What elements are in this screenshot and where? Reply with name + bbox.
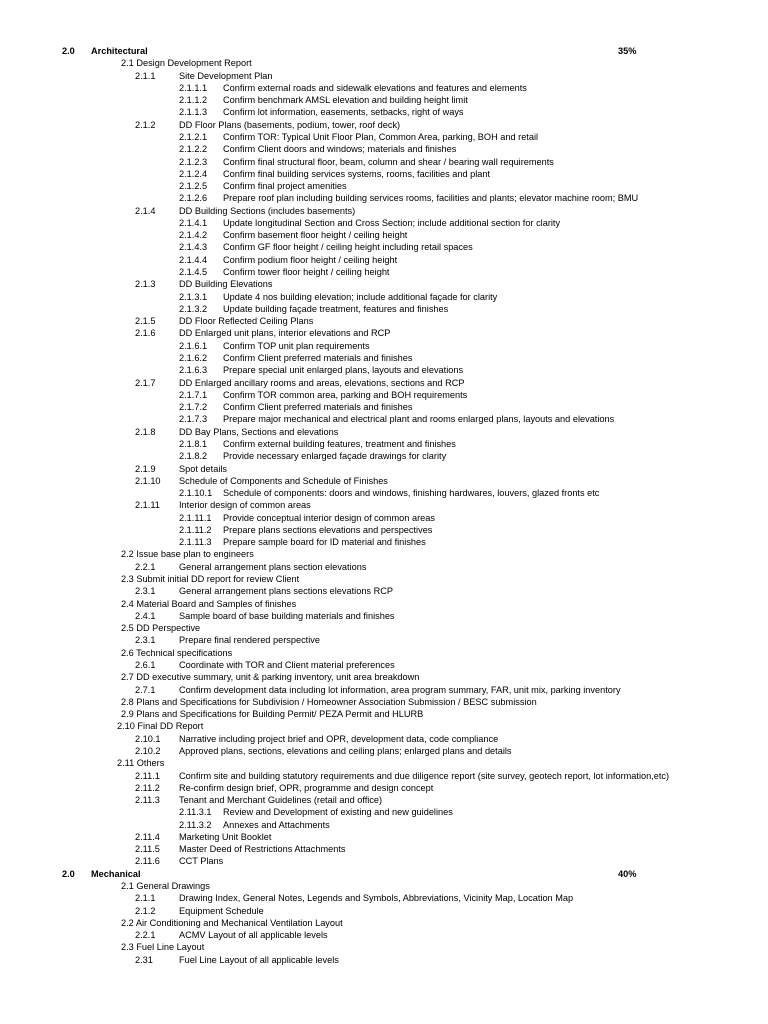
outline-row — [0, 377, 768, 389]
outline-row — [0, 475, 768, 487]
item-text: Sample board of base building materials and finishes — [179, 610, 395, 621]
outline-row — [0, 733, 768, 745]
item-text: 2.1 Design Development Report — [121, 58, 252, 69]
item-text: Annexes and Attachments — [223, 819, 330, 830]
item-text: Confirm Client preferred materials and finishes — [223, 402, 413, 413]
item-number: 2.1.2.2 — [179, 144, 208, 155]
item-text: Confirm external building features, treatment and finishes — [223, 438, 456, 449]
item-text: DD Floor Reflected Ceiling Plans — [179, 316, 314, 327]
item-text: Confirm benchmark AMSL elevation and building height limit — [223, 95, 468, 106]
item-number: 2.1.1 — [135, 893, 156, 904]
item-number: 2.3.1 — [135, 586, 156, 597]
item-number: 2.11.3.2 — [179, 819, 212, 830]
outline-row — [0, 106, 768, 118]
section-heading-row — [0, 45, 768, 57]
outline-row — [0, 450, 768, 462]
outline-row — [0, 843, 768, 855]
item-text: Confirm development data including lot information, area program summary, FAR, unit mix, parking inventory — [179, 684, 621, 695]
item-text: 2.9 Plans and Specifications for Building Permit/ PEZA Permit and HLURB — [121, 709, 424, 720]
item-number: 2.2.1 — [135, 561, 156, 572]
item-text: Confirm tower floor height / ceiling height — [223, 267, 390, 278]
outline-row — [0, 82, 768, 94]
item-number: 2.0 — [62, 868, 75, 879]
item-text: 2.4 Material Board and Samples of finishes — [121, 598, 297, 609]
item-number: 2.4.1 — [135, 610, 156, 621]
outline-row — [0, 561, 768, 573]
outline-row — [0, 671, 768, 683]
item-text: Confirm final structural floor, beam, column and shear / bearing wall requirements — [223, 156, 554, 167]
item-text: Confirm Client preferred materials and finishes — [223, 353, 413, 363]
outline-row — [0, 757, 768, 769]
outline-row — [0, 708, 768, 720]
item-number: 2.1.4.4 — [179, 254, 208, 265]
outline-row — [0, 278, 768, 290]
item-text: Spot details — [179, 463, 228, 474]
outline-row — [0, 143, 768, 155]
item-text: Update 4 nos building elevation; include additional façade for clarity — [223, 291, 498, 302]
item-number: 2.1.4.3 — [179, 242, 208, 253]
outline-row — [0, 745, 768, 757]
outline-row — [0, 634, 768, 646]
outline-row — [0, 291, 768, 303]
outline-row — [0, 573, 768, 585]
outline-row — [0, 806, 768, 818]
outline-row — [0, 463, 768, 475]
item-number: 2.1.11.1 — [179, 512, 212, 523]
item-number: 2.1.4 — [135, 205, 156, 216]
outline-row — [0, 254, 768, 266]
item-number: 2.1.11 — [135, 500, 160, 511]
item-text: General arrangement plans section elevations — [179, 561, 367, 572]
outline-row — [0, 794, 768, 806]
outline-row — [0, 352, 768, 364]
item-text: 2.1 General Drawings — [121, 881, 210, 892]
item-text: Fuel Line Layout of all applicable levels — [179, 954, 339, 965]
item-number: 2.1.4.2 — [179, 230, 208, 241]
item-number: 2.1.7.2 — [179, 402, 208, 413]
item-text: Prepare special unit enlarged plans, layouts and elevations — [223, 365, 464, 376]
item-text: 2.8 Plans and Specifications for Subdivision / Homeowner Association Submission / BESC submission — [121, 696, 537, 707]
outline-row — [0, 70, 768, 82]
item-text: Prepare roof plan including building services rooms, facilities and plants; elevator machine room; BMU — [223, 193, 639, 204]
item-number: 2.1.6.3 — [179, 365, 208, 376]
section-title: Architectural — [91, 46, 148, 56]
item-number: 2.1.2.3 — [179, 156, 208, 167]
item-number: 2.1.4.1 — [179, 217, 208, 228]
item-number: 2.31 — [135, 954, 153, 965]
item-text: Provide conceptual interior design of common areas — [223, 512, 435, 523]
outline-row — [0, 622, 768, 634]
outline-row — [0, 512, 768, 524]
item-number: 2.1.8 — [135, 426, 156, 437]
item-number: 2.1.6.1 — [179, 340, 208, 351]
item-number: 2.1.11.3 — [179, 537, 212, 548]
item-text: Equipment Schedule — [179, 905, 264, 916]
item-text: General arrangement plans sections elevations RCP — [179, 586, 393, 597]
item-number: 2.11.3 — [135, 795, 160, 806]
item-text: 2.2 Issue base plan to engineers — [121, 549, 254, 560]
item-text: Schedule of components: doors and windows, finishing hardwares, louvers, glazed fronts etc — [223, 488, 600, 499]
outline-row — [0, 303, 768, 315]
outline-row — [0, 659, 768, 671]
outline-row — [0, 94, 768, 106]
outline-row — [0, 229, 768, 241]
item-text: Update longitudinal Section and Cross Section; include additional section for clarity — [223, 217, 561, 228]
item-number: 2.10.1 — [135, 733, 161, 744]
item-number: 2.1.1 — [135, 70, 156, 81]
outline-row — [0, 340, 768, 352]
item-text: Site Development Plan — [179, 70, 273, 81]
item-text: Confirm podium floor height / ceiling height — [223, 254, 398, 265]
item-number: 2.1.10.1 — [179, 488, 213, 499]
item-number: 2.3.1 — [135, 635, 156, 646]
item-number: 2.1.2 — [135, 905, 156, 916]
item-number: 2.11.3.1 — [179, 807, 212, 818]
item-number: 2.1.2.1 — [179, 131, 208, 142]
item-text: Drawing Index, General Notes, Legends and Symbols, Abbreviations, Vicinity Map, Location Map — [179, 893, 574, 904]
outline-row — [0, 401, 768, 413]
item-number: 2.11.5 — [135, 844, 160, 855]
outline-row — [0, 929, 768, 941]
item-number: 2.1.6.2 — [179, 353, 208, 363]
item-number: 2.1.7.3 — [179, 414, 208, 425]
item-text: 2.2 Air Conditioning and Mechanical Ventilation Layout — [121, 917, 343, 928]
outline-row — [0, 782, 768, 794]
item-number: 2.1.1.2 — [179, 95, 208, 106]
outline-row — [0, 880, 768, 892]
outline-row — [0, 770, 768, 782]
item-number: 2.1.10 — [135, 475, 161, 486]
item-number: 2.1.3.1 — [179, 291, 208, 302]
outline-row — [0, 647, 768, 659]
item-number: 2.1.1.3 — [179, 107, 208, 118]
outline-row — [0, 327, 768, 339]
outline-row — [0, 241, 768, 253]
item-number: 2.1.5 — [135, 316, 156, 327]
outline-row — [0, 119, 768, 131]
item-number: 2.1.7.1 — [179, 389, 208, 400]
outline-row — [0, 131, 768, 143]
item-text: Provide necessary enlarged façade drawings for clarity — [223, 451, 447, 462]
outline-row — [0, 524, 768, 536]
item-text: 2.5 DD Perspective — [121, 623, 201, 634]
item-text: Confirm TOR common area, parking and BOH requirements — [223, 389, 468, 400]
item-text: Approved plans, sections, elevations and ceiling plans; enlarged plans and details — [179, 745, 512, 756]
outline-row — [0, 684, 768, 696]
outline-row — [0, 610, 768, 622]
outline-row — [0, 954, 768, 966]
item-text: Confirm TOP unit plan requirements — [223, 340, 370, 351]
item-text: Prepare major mechanical and electrical plant and rooms enlarged plans, layouts and elevations — [223, 414, 615, 425]
item-number: 2.1.11.2 — [179, 524, 212, 535]
item-text: Confirm final building services systems, rooms, facilities and plant — [223, 168, 491, 179]
item-number: 2.2.1 — [135, 930, 156, 941]
item-text: DD Enlarged ancillary rooms and areas, elevations, sections and RCP — [179, 377, 465, 388]
item-number: 2.1.2.5 — [179, 181, 208, 192]
item-text: Narrative including project brief and OPR, development data, code compliance — [179, 733, 499, 744]
item-text: 2.3 Fuel Line Layout — [121, 942, 205, 953]
section-heading-row — [0, 868, 768, 880]
item-number: 2.0 — [62, 46, 75, 56]
outline-row — [0, 389, 768, 401]
outline-row — [0, 205, 768, 217]
outline-row — [0, 413, 768, 425]
item-number: 2.6.1 — [135, 660, 156, 670]
item-number: 2.1.2.4 — [179, 168, 208, 179]
item-text: Review and Development of existing and new guidelines — [223, 807, 453, 818]
item-text: Prepare plans sections elevations and perspectives — [223, 524, 433, 535]
item-text: Re-confirm design brief, OPR, programme and design concept — [179, 782, 434, 793]
outline-row — [0, 536, 768, 548]
item-text: Prepare sample board for ID material and finishes — [223, 537, 426, 548]
item-number: 2.1.3.2 — [179, 303, 208, 314]
outline-row — [0, 156, 768, 168]
item-number: 2.1.2 — [135, 119, 156, 130]
section-percentage: 35% — [618, 46, 637, 56]
item-text: DD Building Sections (includes basements) — [179, 205, 356, 216]
item-text: 2.6 Technical specifications — [121, 647, 233, 658]
outline-row — [0, 696, 768, 708]
item-text: Confirm final project amenities — [223, 181, 347, 192]
item-number: 2.1.8.2 — [179, 451, 208, 462]
outline-row — [0, 585, 768, 597]
item-text: DD Bay Plans, Sections and elevations — [179, 426, 339, 437]
item-text: CCT Plans — [179, 856, 224, 867]
outline-row — [0, 364, 768, 376]
item-text: 2.11 Others — [117, 758, 165, 769]
outline-row — [0, 598, 768, 610]
item-text: Schedule of Components and Schedule of Finishes — [179, 475, 388, 486]
outline-row — [0, 892, 768, 904]
outline-row — [0, 905, 768, 917]
item-number: 2.11.6 — [135, 856, 160, 867]
item-number: 2.1.1.1 — [179, 82, 208, 93]
outline-row — [0, 720, 768, 732]
item-text: Confirm lot information, easements, setbacks, right of ways — [223, 107, 464, 118]
item-text: DD Building Elevations — [179, 279, 273, 290]
outline-row — [0, 819, 768, 831]
item-text: Confirm basement floor height / ceiling height — [223, 230, 408, 241]
outline-row — [0, 426, 768, 438]
item-text: Confirm GF floor height / ceiling height including retail spaces — [223, 242, 473, 253]
item-number: 2.1.4.5 — [179, 267, 208, 278]
item-number: 2.7.1 — [135, 684, 156, 695]
item-text: Master Deed of Restrictions Attachments — [179, 844, 346, 855]
outline-row — [0, 487, 768, 499]
item-text: Coordinate with TOR and Client material preferences — [179, 660, 395, 670]
section-percentage: 40% — [618, 868, 637, 879]
item-text: Confirm TOR: Typical Unit Floor Plan, Common Area, parking, BOH and retail — [223, 131, 539, 142]
outline-row — [0, 917, 768, 929]
outline-row — [0, 315, 768, 327]
outline-row — [0, 168, 768, 180]
item-number: 2.1.7 — [135, 377, 156, 388]
item-number: 2.11.4 — [135, 831, 160, 842]
item-text: Update building façade treatment, features and finishes — [223, 303, 449, 314]
item-text: DD Floor Plans (basements, podium, tower, roof deck) — [179, 119, 401, 130]
outline-row — [0, 831, 768, 843]
outline-row — [0, 438, 768, 450]
item-number: 2.1.9 — [135, 463, 156, 474]
item-number: 2.1.3 — [135, 279, 156, 290]
outline-row — [0, 548, 768, 560]
item-number: 2.1.2.6 — [179, 193, 208, 204]
item-number: 2.10.2 — [135, 745, 161, 756]
item-text: 2.10 Final DD Report — [117, 721, 204, 732]
item-number: 2.1.8.1 — [179, 438, 208, 449]
item-text: Tenant and Merchant Guidelines (retail and office) — [179, 795, 383, 806]
item-number: 2.1.6 — [135, 328, 156, 339]
item-text: 2.3 Submit initial DD report for review Client — [121, 574, 300, 585]
outline-row — [0, 57, 768, 69]
item-text: Confirm Client doors and windows; materials and finishes — [223, 144, 457, 155]
outline-row — [0, 192, 768, 204]
outline-row — [0, 180, 768, 192]
item-text: Marketing Unit Booklet — [179, 831, 272, 842]
outline-row — [0, 217, 768, 229]
item-text: Interior design of common areas — [179, 500, 311, 511]
item-number: 2.11.2 — [135, 782, 160, 793]
outline-row — [0, 266, 768, 278]
item-number: 2.11.1 — [135, 770, 160, 781]
item-text: DD Enlarged unit plans, interior elevations and RCP — [179, 328, 391, 339]
item-text: ACMV Layout of all applicable levels — [179, 930, 328, 941]
item-text: Prepare final rendered perspective — [179, 635, 320, 646]
outline-row — [0, 855, 768, 867]
outline-row — [0, 941, 768, 953]
item-text: 2.7 DD executive summary, unit & parking inventory, unit area breakdown — [121, 672, 420, 683]
item-text: Confirm site and building statutory requirements and due diligence report (site survey, geotech report, lot information,etc) — [179, 770, 670, 781]
outline-row — [0, 499, 768, 511]
item-text: Confirm external roads and sidewalk elevations and features and elements — [223, 82, 527, 93]
section-title: Mechanical — [91, 868, 141, 879]
